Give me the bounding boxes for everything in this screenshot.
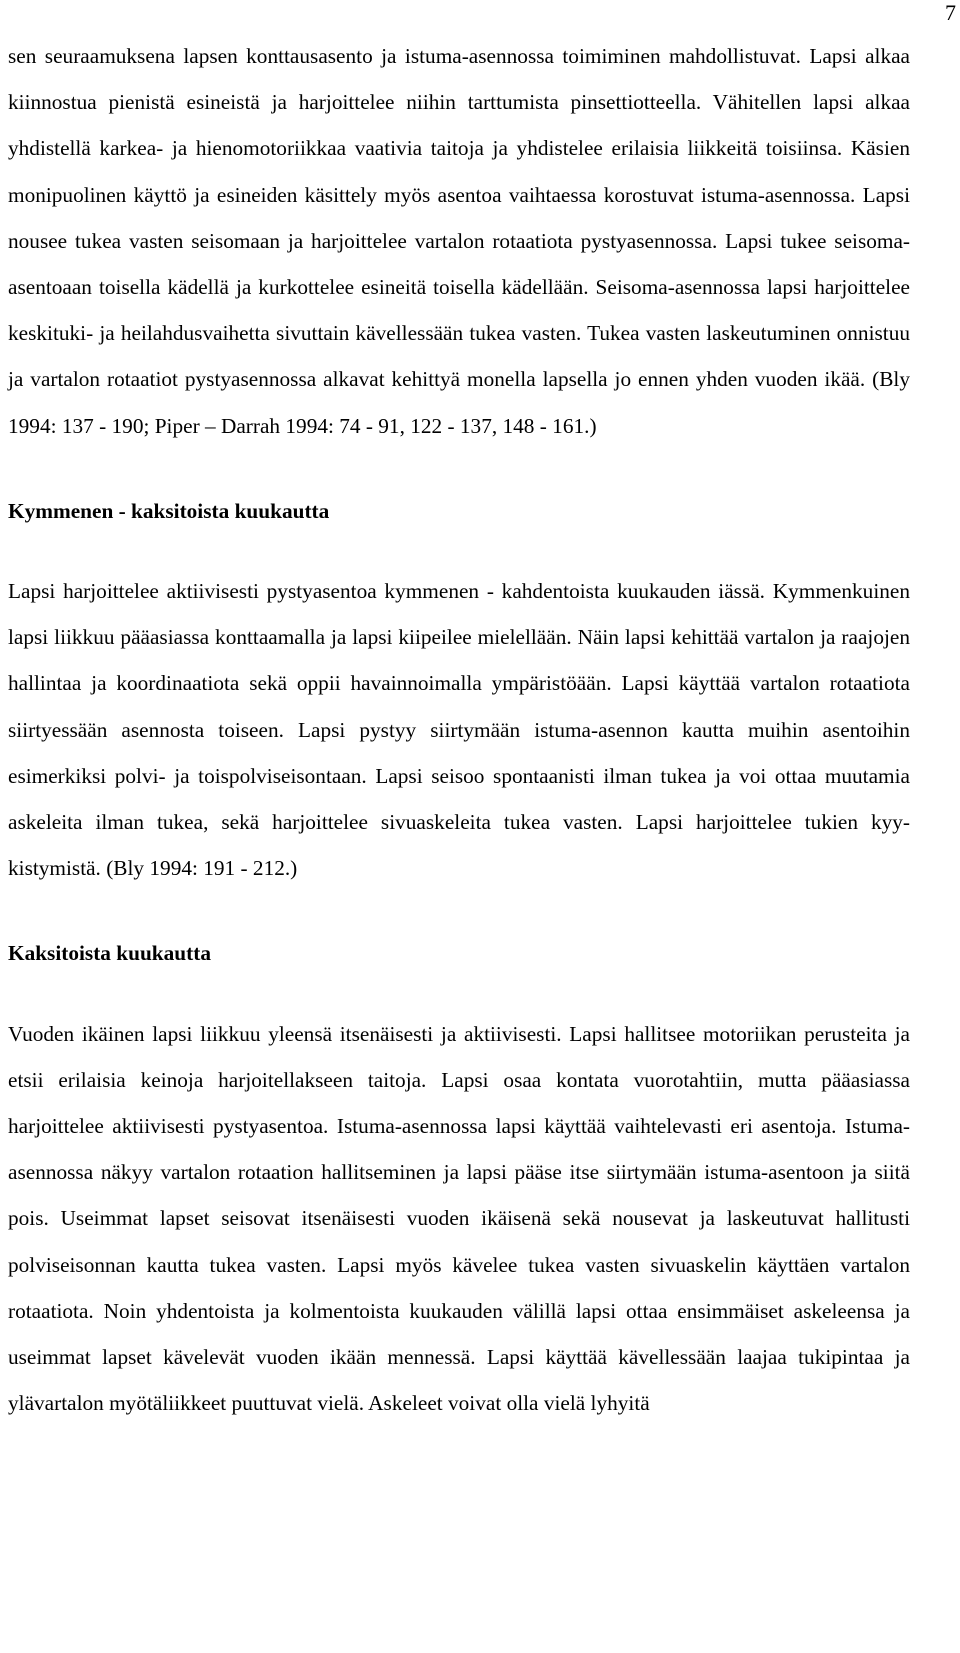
spacer [8, 891, 910, 930]
page-number: 7 [945, 0, 956, 25]
section-heading-12-months: Kaksitoista kuukautta [8, 941, 211, 966]
paragraph-12-months: Vuoden ikäinen lapsi liikkuu yleensä itsenäisesti ja aktiivisesti. Lapsi hallitsee motoriikan perusteita ja etsii erilaisia keinoja harjoitellakseen taitoja. Lapsi osaa kontata vuorotahtiin, mutta pääasiassa harjoittelee aktiivisesti pystyasentoa. Istuma-asennossa lapsi käyttää vaihtelevasti eri asentoja. Istuma-asennossa näkyy vartalon rotaation hallitseminen ja lapsi pääse itse siirtymään istuma-asentoon ja siitä pois. Useimmat lapset seisovat itsenäisesti vuoden ikäisenä sekä nousevat ja laskeutuvat hallitusti polviseisonnan kautta tukea vasten. Lapsi myös kävelee tukea vasten sivuaskelin käyttäen vartalon rotaatiota. Noin yhdentoista ja kolmentoista kuukauden välillä lapsi ottaa ensimmäiset askeleensa ja useimmat lapset kävelevät vuoden ikään mennessä. Lapsi käyttää kävellessään laajaa tukipintaa ja ylävartalon myötäliikkeet puuttuvat vielä. Askeleet voivat olla vielä lyhyitä [8, 1021, 910, 1416]
spacer [8, 534, 910, 568]
document-body [8, 33, 910, 1426]
spacer [8, 449, 910, 488]
paragraph-10-12-months: Lapsi harjoittelee aktiivisesti pystyasentoa kymmenen - kahdentoista kuukauden iässä. Kymmenkuinen lapsi liikkuu pääasiassa konttaamalla ja lapsi kiipeilee mielellään. Näin lapsi kehittää vartalon ja raajojen hallintaa ja koordinaatiota sekä oppii havainnoimalla ympäristöään. Lapsi käyttää vartalon rotaatiota siirtyessään asennosta toiseen. Lapsi pystyy siirtymään istuma-asennon kautta muihin asentoihin esimerkiksi polvi- ja toispolviseisontaan. Lapsi seisoo spontaanisti ilman tukea ja voi ottaa muutamia askeleita ilman tukea, sekä harjoittelee sivuaskeleita tukea vasten. Lapsi harjoittelee tukien kyykistymistä. (Bly 1994: 191 - 212.) [8, 579, 910, 881]
paragraph-intro: sen seuraamuksena lapsen konttausasento ja istuma-asennossa toimiminen mahdollistuvat. Lapsi alkaa kiinnostua pienistä esineistä ja harjoittelee niihin tarttumista pinsettiotteella. Vähitellen lapsi alkaa yhdistellä karkea- ja hienomotoriikkaa vaativia taitoja ja yhdistelee erilaisia liikkeitä toisiinsa. Käsien monipuolinen käyttö ja esineiden käsittely myös asentoa vaihtaessa korostuvat istuma-asennossa. Lapsi nousee tukea vasten seisomaan ja harjoittelee vartalon rotaatiota pystyasennossa. Lapsi tukee seisomaasentoaan toisella kädellä ja kurkottelee esineitä toisella kädellään. Seisoma-asennossa lapsi harjoittelee keskituki- ja heilahdusvaihetta sivuttain kävellessään tukea vasten. Tukea vasten laskeutuminen onnistuu ja vartalon rotaatiot pystyasennossa alkavat kehittyä monella lapsella jo ennen yhden vuoden ikää. (Bly 1994: 137 - 190; Piper – Darrah 1994: 74 - 91, 122 - 137, 148 - 161.) [8, 44, 910, 438]
spacer [8, 977, 910, 1011]
section-heading-10-12-months: Kymmenen - kaksitoista kuukautta [8, 498, 330, 523]
